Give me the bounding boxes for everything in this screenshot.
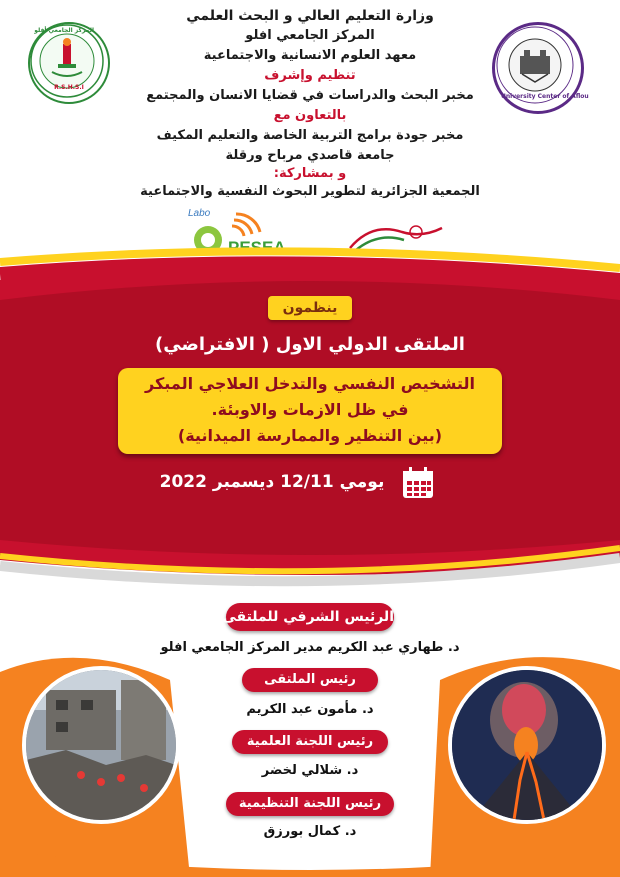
theme-line-1: التشخيص النفسي والتدخل العلاجي المبكر [145, 374, 475, 393]
organizing-label: تنظيم وإشرف [264, 68, 356, 83]
lab-line: مخبر البحث والدراسات في قضايا الانسان والمجتمع [146, 88, 474, 103]
lab2-line: مخبر جودة برامج التربية الخاصة والتعليم المكيف [156, 128, 464, 143]
officer-role-organizing: رئيس اللجنة التنظيمية [226, 792, 394, 816]
association-line: الجمعية الجزائرية لتطوير البحوث النفسية والاجتماعية [140, 184, 480, 199]
organize-label-badge [268, 296, 352, 320]
theme-line-2: في ظل الازمات والاوبئة. [211, 400, 409, 419]
cooperation-label: بالتعاون مع [273, 108, 347, 123]
earthquake-rubble-photo [22, 666, 180, 824]
officer-role-chair: رئيس الملتقى [242, 668, 378, 692]
left-logo-top-text: المركز الجامعي أفلو [34, 27, 94, 34]
volcano-photo [448, 666, 606, 824]
event-date-text: يومي 12/11 ديسمبر 2022 [159, 472, 385, 492]
left-logo-abbr: R.S.H.S.I [54, 84, 84, 91]
calendar-icon [400, 466, 436, 504]
university-line: جامعة قاصدي مرباح ورقلة [225, 148, 395, 163]
pesea-word: PESEA [228, 238, 286, 257]
officer-name-chair: د. مأمون عبد الكريم [246, 702, 374, 717]
participation-label: و بمشاركة: [273, 166, 347, 181]
officer-name-organizing: د. كمال بورزق [263, 824, 357, 839]
officer-role-honorary: الرئيس الشرفي للملتقى [226, 603, 394, 631]
labo-word: Labo [188, 208, 211, 219]
institute-line: معهد العلوم الانسانية والاجتماعية [203, 48, 417, 63]
officer-name-scientific: د. شلالي لخضر [261, 763, 359, 778]
event-date [150, 466, 470, 502]
ministry-line: وزارة التعليم العالي و البحث العلمي [186, 8, 434, 24]
organize-label: ينظمون [282, 300, 338, 316]
theme-line-3: (بين التنظير والممارسة الميدانية) [177, 426, 443, 445]
forum-title: الملتقى الدولي الاول ( الافتراضي) [155, 334, 465, 355]
theme-box [118, 368, 502, 454]
center-line: المركز الجامعي افلو [245, 28, 375, 43]
officer-role-scientific: رئيس اللجنة العلمية [232, 730, 388, 754]
officer-name-honorary: د. طهاري عبد الكريم مدير المركز الجامعي افلو [160, 640, 460, 655]
right-logo-text: University Center of Aflou [501, 93, 589, 100]
